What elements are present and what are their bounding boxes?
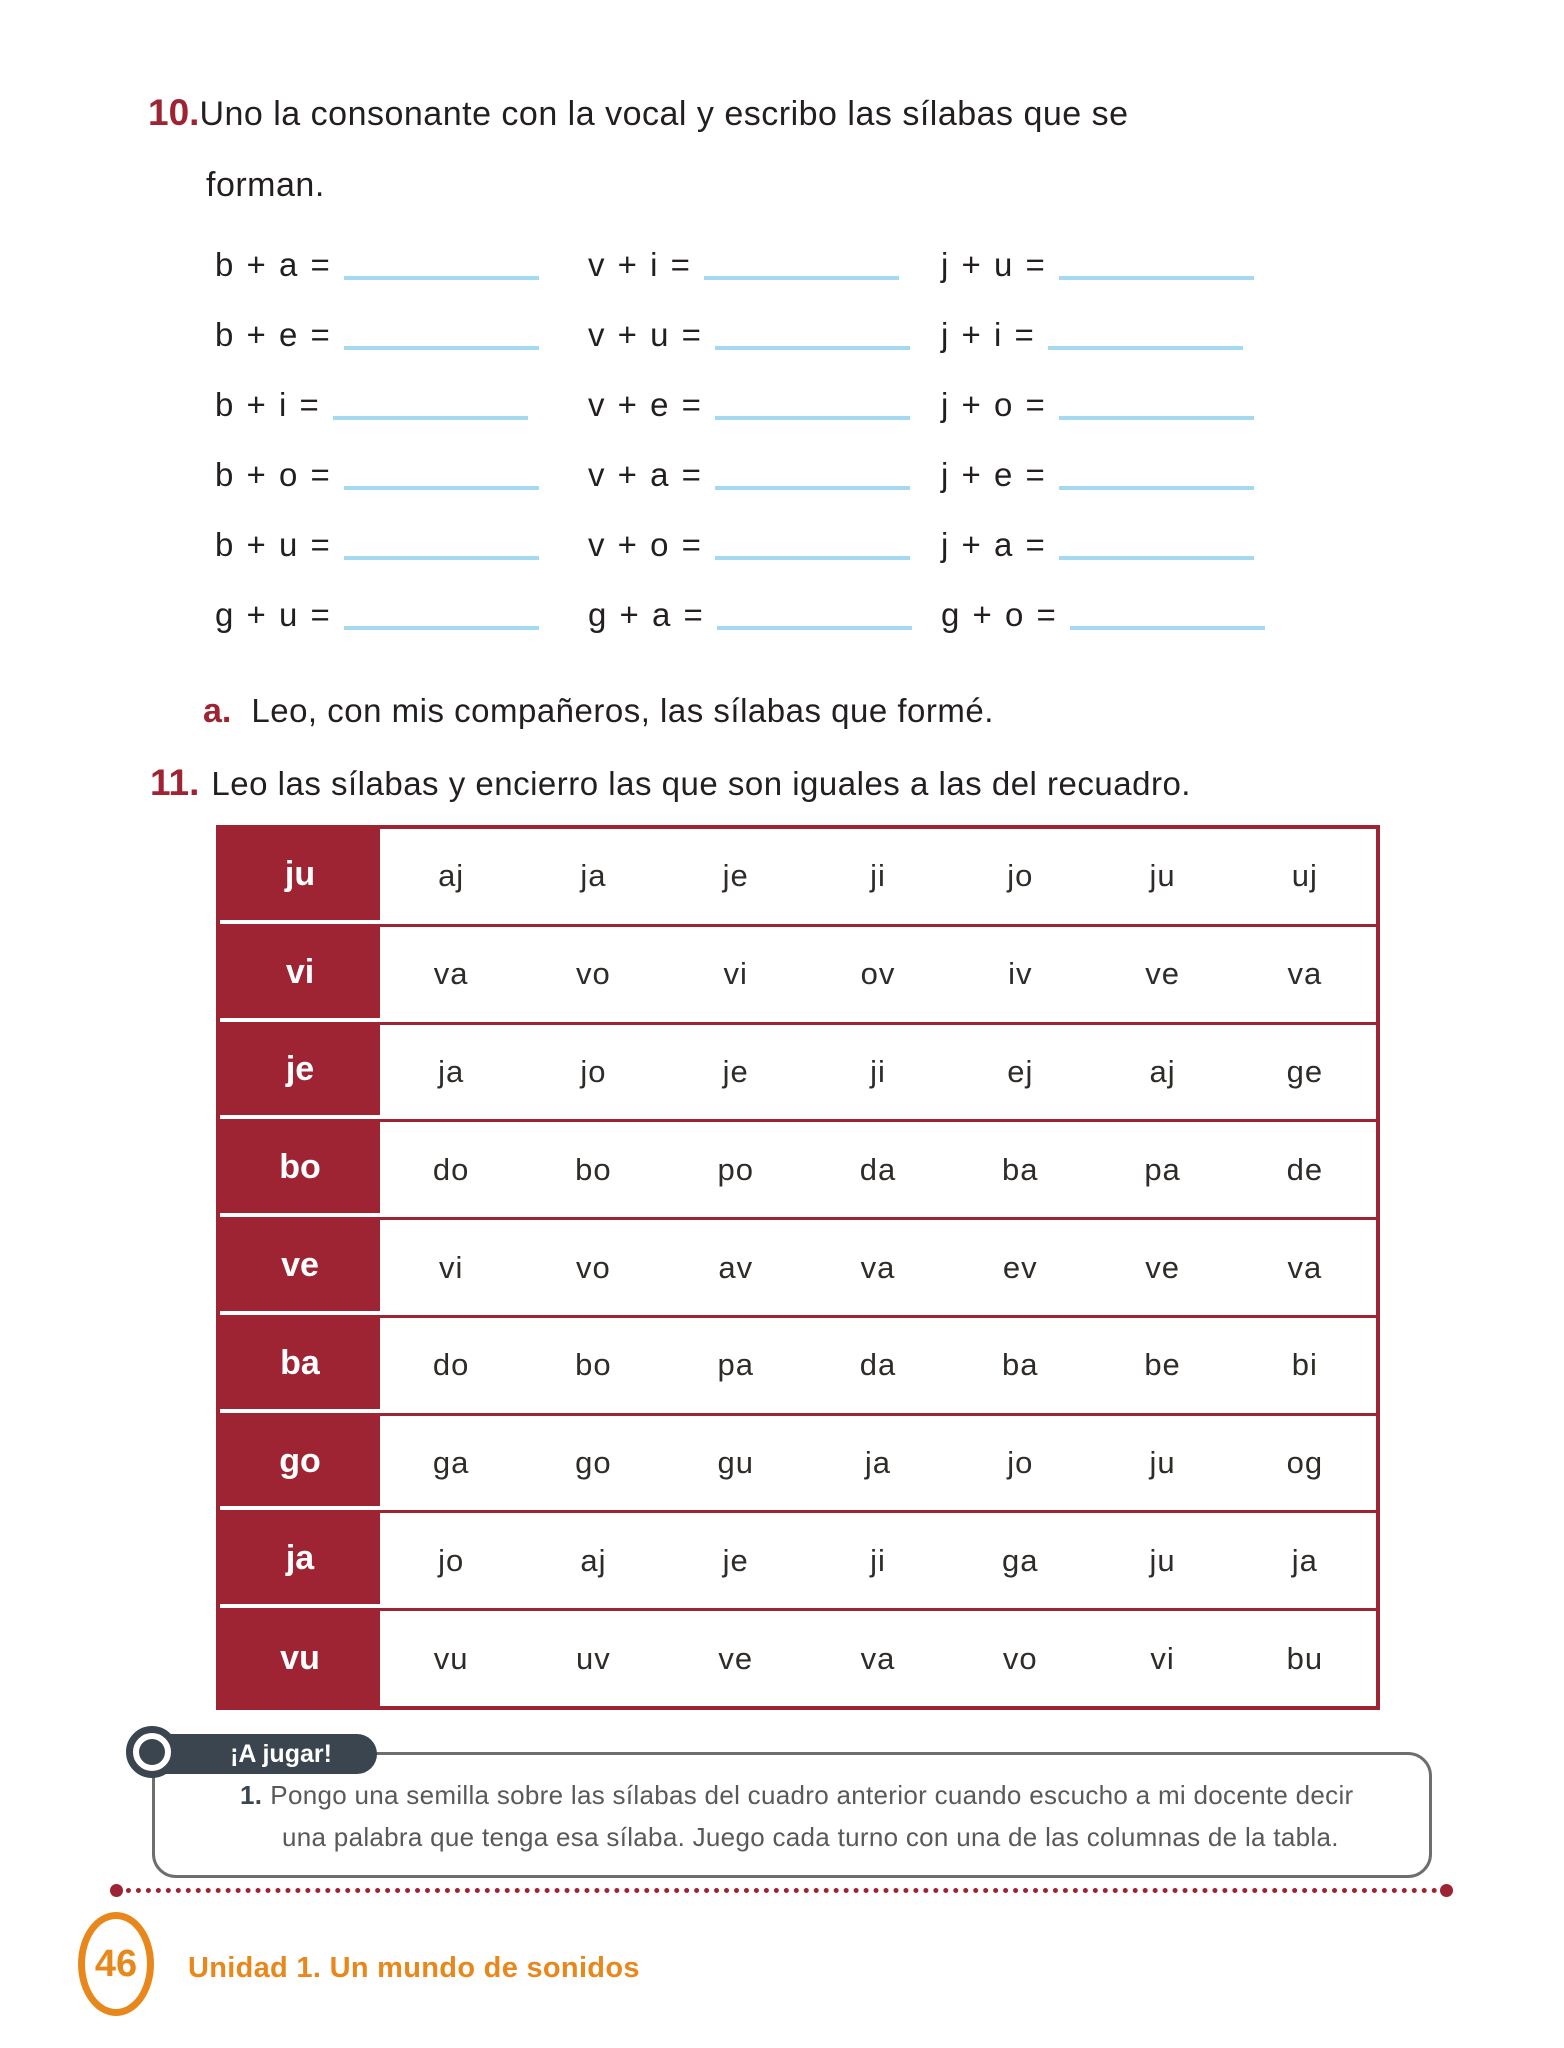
- syllable-cell: ge: [1286, 1053, 1324, 1089]
- equation: [215, 370, 528, 440]
- equation: [588, 580, 912, 650]
- syllable-cell: bo: [575, 1347, 612, 1383]
- syllable-cell: gu: [717, 1445, 754, 1481]
- syllable-cell: ve: [1145, 1249, 1180, 1285]
- equation-label: v + u =: [588, 316, 703, 353]
- syllable-cell: ji: [870, 858, 886, 894]
- equation: [588, 510, 910, 580]
- exercise10-subitem-a: [203, 692, 994, 731]
- answer-blank: [715, 556, 910, 560]
- syllable-cell: go: [575, 1445, 612, 1481]
- equation: [941, 230, 1254, 300]
- syllable-equations: [215, 230, 1475, 650]
- equation-label: g + a =: [588, 596, 705, 633]
- equation: [215, 230, 539, 300]
- syllable-cell: ju: [1149, 858, 1176, 894]
- syllable-cell: bu: [1286, 1640, 1324, 1676]
- syllable-cell: va: [1287, 1249, 1323, 1285]
- syllable-cell: va: [1287, 956, 1323, 992]
- syllable-cell: vu: [433, 1640, 469, 1676]
- equation: [215, 510, 539, 580]
- row-key-syllable: ve: [220, 1220, 380, 1315]
- syllable-cell: uv: [576, 1640, 611, 1676]
- syllable-cell: ja: [864, 1445, 892, 1481]
- answer-blank: [715, 346, 910, 350]
- play-text-line1: Pongo una semilla sobre las sílabas del cuadro anterior cuando escucho a mi docente decir: [270, 1780, 1354, 1810]
- row-key-syllable: go: [220, 1416, 380, 1511]
- row-key-syllable: ba: [220, 1318, 380, 1413]
- syllable-cell: vi: [1150, 1640, 1175, 1676]
- syllable-cell: va: [860, 1640, 896, 1676]
- syllable-cell: jo: [1007, 1445, 1034, 1481]
- table-row: [220, 1122, 1376, 1220]
- equation: [588, 230, 899, 300]
- answer-blank: [344, 556, 539, 560]
- syllable-cell: vi: [723, 956, 748, 992]
- equation: [941, 440, 1254, 510]
- syllable-cell: do: [432, 1151, 470, 1187]
- syllable-cell: pa: [717, 1347, 754, 1383]
- syllable-cell: ve: [718, 1640, 754, 1676]
- syllable-cell: ga: [432, 1445, 470, 1481]
- equation: [941, 370, 1254, 440]
- equation-label: v + e =: [588, 386, 703, 423]
- syllable-cell: ov: [860, 956, 896, 992]
- equation-label: j + u =: [941, 246, 1047, 283]
- equation-label: v + a =: [588, 456, 703, 493]
- equation: [941, 510, 1254, 580]
- syllable-cell: iv: [1008, 956, 1033, 992]
- equation-row: [215, 580, 1475, 650]
- page-number: 46: [94, 1942, 138, 1985]
- syllable-cell: va: [433, 956, 469, 992]
- equation-row: [215, 440, 1475, 510]
- syllable-cell: ja: [438, 1053, 465, 1089]
- answer-blank: [344, 276, 539, 280]
- syllable-cell: da: [859, 1347, 897, 1383]
- syllable-cell: aj: [438, 858, 465, 894]
- exercise10-heading: [148, 92, 1129, 134]
- play-instruction-line1: [240, 1780, 1354, 1811]
- divider-end-dot: [1440, 1884, 1453, 1897]
- equation-label: b + o =: [215, 456, 332, 493]
- syllable-table: [216, 825, 1380, 1710]
- syllable-cell: aj: [580, 1542, 607, 1578]
- syllable-cell: vi: [438, 1249, 464, 1285]
- page-number-badge: [78, 1912, 154, 2016]
- syllable-cell: ja: [580, 858, 607, 894]
- equation-label: j + i =: [941, 316, 1036, 353]
- equation-row: [215, 300, 1475, 370]
- answer-blank: [333, 416, 528, 420]
- equation-label: g + o =: [941, 596, 1058, 633]
- equation-label: g + u =: [215, 596, 332, 633]
- equation-label: b + i =: [215, 386, 321, 423]
- table-row: [220, 1025, 1376, 1123]
- syllable-cell: ji: [870, 1542, 886, 1578]
- answer-blank: [344, 346, 539, 350]
- syllable-cell: da: [859, 1151, 897, 1187]
- equation-label: j + o =: [941, 386, 1047, 423]
- answer-blank: [704, 276, 899, 280]
- syllable-cell: ev: [1002, 1249, 1038, 1285]
- equation-label: v + o =: [588, 526, 703, 563]
- exercise11-number: 11.: [150, 762, 200, 803]
- row-key-syllable: vi: [220, 927, 380, 1022]
- divider-end-dot: [110, 1884, 123, 1897]
- exercise10-number: 10.: [148, 92, 200, 133]
- equation-label: b + a =: [215, 246, 332, 283]
- equation: [588, 440, 910, 510]
- syllable-cell: vo: [1002, 1640, 1038, 1676]
- unit-title: Unidad 1. Un mundo de sonidos: [188, 1952, 640, 1984]
- syllable-cell: ej: [1007, 1053, 1034, 1089]
- exercise11-heading: [150, 762, 1191, 804]
- syllable-cell: ja: [1291, 1542, 1318, 1578]
- syllable-cell: ve: [1145, 956, 1180, 992]
- syllable-cell: ga: [1002, 1542, 1039, 1578]
- answer-blank: [344, 626, 539, 630]
- syllable-cell: po: [717, 1151, 754, 1187]
- syllable-cell: jo: [580, 1053, 607, 1089]
- play-tab-label: ¡A jugar!: [230, 1739, 332, 1768]
- row-key-syllable: ja: [220, 1513, 380, 1608]
- equation-row: [215, 230, 1475, 300]
- syllable-cell: je: [722, 1542, 749, 1578]
- syllable-cell: ju: [1149, 1542, 1176, 1578]
- table-row: [220, 1416, 1376, 1514]
- answer-blank: [717, 626, 912, 630]
- exercise11-title: Leo las sílabas y encierro las que son iguales a las del recuadro.: [211, 765, 1191, 802]
- answer-blank: [1070, 626, 1265, 630]
- table-row: [220, 1318, 1376, 1416]
- syllable-cell: ba: [1002, 1151, 1039, 1187]
- syllable-cell: jo: [438, 1542, 465, 1578]
- equation: [588, 370, 910, 440]
- syllable-cell: do: [432, 1347, 470, 1383]
- row-key-syllable: bo: [220, 1122, 380, 1217]
- syllable-cell: je: [722, 858, 749, 894]
- syllable-cell: je: [722, 1053, 749, 1089]
- play-instruction-line2: una palabra que tenga esa sílaba. Juego cada turno con una de las columnas de la tabla.: [282, 1822, 1339, 1852]
- equation-row: [215, 370, 1475, 440]
- answer-blank: [1059, 486, 1254, 490]
- table-row: [220, 927, 1376, 1025]
- syllable-cell: vo: [576, 1249, 611, 1285]
- answer-blank: [715, 416, 910, 420]
- equation: [941, 300, 1243, 370]
- answer-blank: [715, 486, 910, 490]
- answer-blank: [344, 486, 539, 490]
- subitem-letter: a.: [203, 692, 232, 730]
- row-key-syllable: je: [220, 1025, 380, 1120]
- equation-label: v + i =: [588, 246, 692, 283]
- table-row: [220, 1611, 1376, 1706]
- syllable-cell: ju: [1149, 1445, 1176, 1481]
- equation-row: [215, 510, 1475, 580]
- row-key-syllable: ju: [220, 829, 380, 924]
- table-row: [220, 829, 1376, 927]
- syllable-cell: og: [1286, 1445, 1324, 1481]
- answer-blank: [1059, 416, 1254, 420]
- syllable-cell: jo: [1007, 858, 1034, 894]
- equation: [588, 300, 910, 370]
- exercise10-title-line1: Uno la consonante con la vocal y escribo las sílabas que se: [199, 95, 1129, 133]
- equation-label: b + u =: [215, 526, 332, 563]
- equation-label: j + e =: [941, 456, 1047, 493]
- play-item-number: 1.: [240, 1780, 263, 1810]
- syllable-cell: de: [1286, 1151, 1324, 1187]
- answer-blank: [1059, 276, 1254, 280]
- subitem-text: Leo, con mis compañeros, las sílabas que formé.: [251, 692, 994, 729]
- syllable-cell: pa: [1144, 1151, 1181, 1187]
- syllable-cell: ji: [870, 1053, 886, 1089]
- equation-label: j + a =: [941, 526, 1047, 563]
- syllable-cell: aj: [1149, 1053, 1176, 1089]
- equation: [941, 580, 1265, 650]
- bullet-ring-icon: [126, 1726, 178, 1778]
- syllable-cell: bo: [575, 1151, 612, 1187]
- syllable-cell: va: [860, 1249, 896, 1285]
- answer-blank: [1059, 556, 1254, 560]
- bullet-ring-core: [139, 1739, 165, 1765]
- equation-label: b + e =: [215, 316, 332, 353]
- table-row: [220, 1220, 1376, 1318]
- equation: [215, 300, 539, 370]
- equation: [215, 580, 539, 650]
- dotted-divider: [116, 1888, 1448, 1893]
- syllable-cell: be: [1144, 1347, 1181, 1383]
- row-key-syllable: vu: [220, 1611, 380, 1706]
- syllable-cell: vo: [576, 956, 611, 992]
- syllable-cell: bi: [1291, 1347, 1318, 1383]
- syllable-cell: av: [718, 1249, 754, 1285]
- exercise10-title-line2: forman.: [206, 166, 325, 204]
- equation: [215, 440, 539, 510]
- syllable-cell: uj: [1291, 858, 1318, 894]
- table-row: [220, 1513, 1376, 1611]
- answer-blank: [1048, 346, 1243, 350]
- syllable-cell: ba: [1002, 1347, 1039, 1383]
